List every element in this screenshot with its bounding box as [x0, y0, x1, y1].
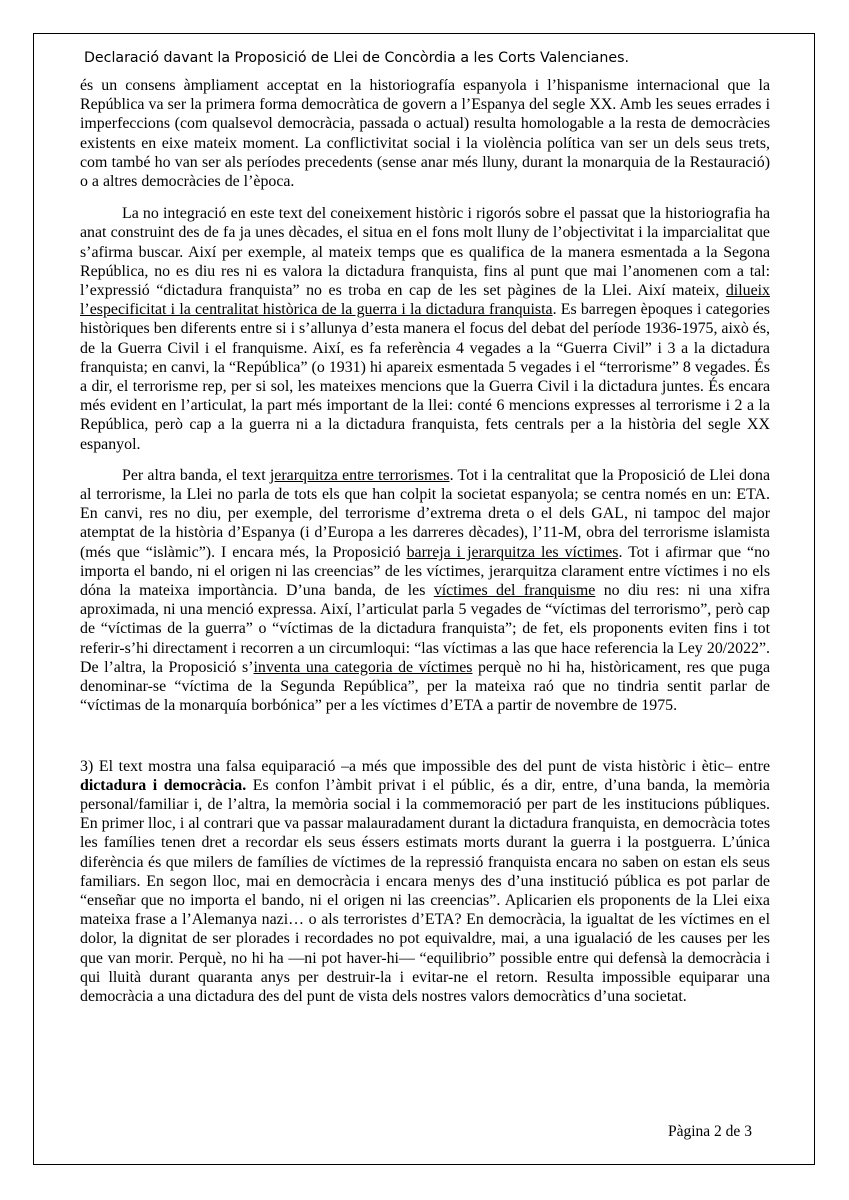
paragraph-2-underline-1: dilueix l’especificitat i la centralitat històrica de la guerra i la dictadura franquista [80, 282, 770, 319]
paragraph-3-text-3: . Tot i afirmar que “no importa el bando, ni el origen ni las creencias” de les víctimes, jerarquitza clarament entre víctimes i no els dóna la mateixa importància. D’una banda, de les [80, 543, 770, 600]
paragraph-3-underline-3: víctimes del franquisme [433, 582, 596, 600]
paragraph-2 [80, 204, 770, 454]
paragraph-3-underline-2: barreja i jerarquitza les víctimes [406, 543, 619, 561]
paragraph-4-bold-1: dictadura i democràcia. [80, 776, 247, 794]
page-number: Pàgina 2 de 3 [668, 1123, 752, 1140]
paragraph-1-text: és un consens àmpliament acceptat en la historiografía espanyola i l’hispanisme internacional que la República va ser la primera forma democràtica de govern a l’Espanya del segle XX. Amb les seues errades i imperfeccions (com qualsevol democràcia, passada o actual) resulta homologable a la resta de democràcies existents en eixe mateix moment. La conflictivitat social i la violència política van ser un dels seus trets, com també ho van ser als períodes precedents (sense anar més lluny, durant la monarquia de la Restauració) o a altres democràcies de l’època. [80, 77, 770, 191]
paragraph-2-text-2: . Es barregen èpoques i categories històriques ben diferents entre si i s’allunya d’esta manera el focus del debat del període 1936-1975, això és, de la Guerra Civil i el franquisme. Així, es fa referència 4 vegades a la “Guerra Civil” i 3 a la dictadura franquista; en canvi, la “República” (o 1931) hi apareix esmentada 5 vegades i el “terrorisme” 8 vegades. És a dir, el terrorisme rep, per si sol, les mateixes mencions que la Guerra Civil i la dictadura juntes. És encara més evident en l’articulat, la part més important de la llei: conté 6 mencions expresses al terrorisme i 2 a la República, però cap a la guerra ni a la dictadura franquista, fets centrals per a la història del segle XX espanyol. [80, 301, 770, 453]
paragraph-3-text-4: no diu res: ni una xifra aproximada, ni una menció expressa. Així, l’articulat parla 5 vegades de “víctimas del terrorismo”, però cap de “víctimas de la guerra” o “víctimas de la dictadura franquista”; de fet, els proponents eviten fins i tot referir-s’hi directament i recorren a un circumloqui: “las víctimas a las que hace referencia la Ley 20/2022”. De l’altra, la Proposició s’ [80, 582, 771, 676]
paragraph-1 [80, 76, 770, 191]
paragraph-3-underline-1: jerarquitza entre terrorismes [269, 466, 450, 484]
document-body [80, 76, 770, 1006]
paragraph-3-text-5: perquè no hi ha, històricament, res que puga denominar-se “víctima de la Segunda República”, per la mateixa raó que no tindria sentit parlar de “víctimas de la monarquía borbónica” per a les víctimes d’ETA a partir de novembre de 1975. [80, 658, 771, 715]
paragraph-4-text-2: Es confon l’àmbit privat i el públic, és a dir, entre, d’una banda, la memòria personal/familiar i, de l’altra, la memòria social i la commemoració per part de les institucions públiques. En primer lloc, i al contrari que va passar malauradament durant la dictadura franquista, en democràcia totes les famílies tenen dret a recordar els seus éssers estimats morts durant la guerra i la postguerra. L’única diferència és que milers de famílies de víctimes de la repressió franquista encara no saben on estan els seus familiars. En segon lloc, mai en democràcia i encara menys des d’una institució pública es pot parlar de “enseñar que no importa el bando, ni el origen ni las creencias”. Aplicarien els proponents de la Llei eixa mateixa frase a l’Alemanya nazi… o als terroristes d’ETA? En democràcia, la igualtat de les víctimes en el dolor, la dignitat de ser plorades i recordades no pot equivaldre, mai, a una igualació de les causes per les que van morir. Perquè, no hi ha —ni pot haver-hi— “equilibrio” possible entre qui defensà la democràcia i qui lluità durant quaranta anys per destruir-la i evitar-ne el retorn. Resulta impossible equiparar una democràcia a una dictadura des del punt de vista dels nostres valors democràtics d’una societat. [80, 776, 770, 1005]
paragraph-3-text-2: . Tot i la centralitat que la Proposició de Llei dona al terrorisme, la Llei no parla de tots els que han colpit la societat espanyola; se centra només en un: ETA. En canvi, res no diu, per exemple, del terrorisme d’extrema dreta o el dels GAL, ni tampoc del major atemptat de la història d’Espanya (i d’Europa a les darreres dècades), l’11-M, obra del terrorisme islamista (més que “islàmic”). I encara més, la Proposició [80, 466, 771, 561]
paragraph-3 [80, 466, 770, 716]
paragraph-3-text-1: Per altra banda, el text [122, 466, 270, 484]
paragraph-3-underline-4: inventa una categoria de víctimes [253, 658, 473, 676]
paragraph-4 [80, 757, 770, 1007]
paragraph-4-text-1: 3) El text mostra una falsa equiparació –a més que impossible des del punt de vista històric i ètic– entre [80, 757, 770, 775]
paragraph-2-text-1: La no integració en este text del coneixement històric i rigorós sobre el passat que la historiografia ha anat construint des de fa ja unes dècades, el situa en el fons molt lluny de l’objectivitat i la imparcialitat que s’afirma buscar. Així per exemple, al mateix temps que es qualifica de la manera esmentada a la Segona República, no es diu res ni es valora la dictadura franquista, fins al punt que mai l’anomenen com a tal: l’expressió “dictadura franquista” no es troba en cap de les set pàgines de la Llei. Així mateix, [80, 205, 770, 300]
document-header: Declaració davant la Proposició de Llei de Concòrdia a les Corts Valencianes. [84, 50, 629, 66]
